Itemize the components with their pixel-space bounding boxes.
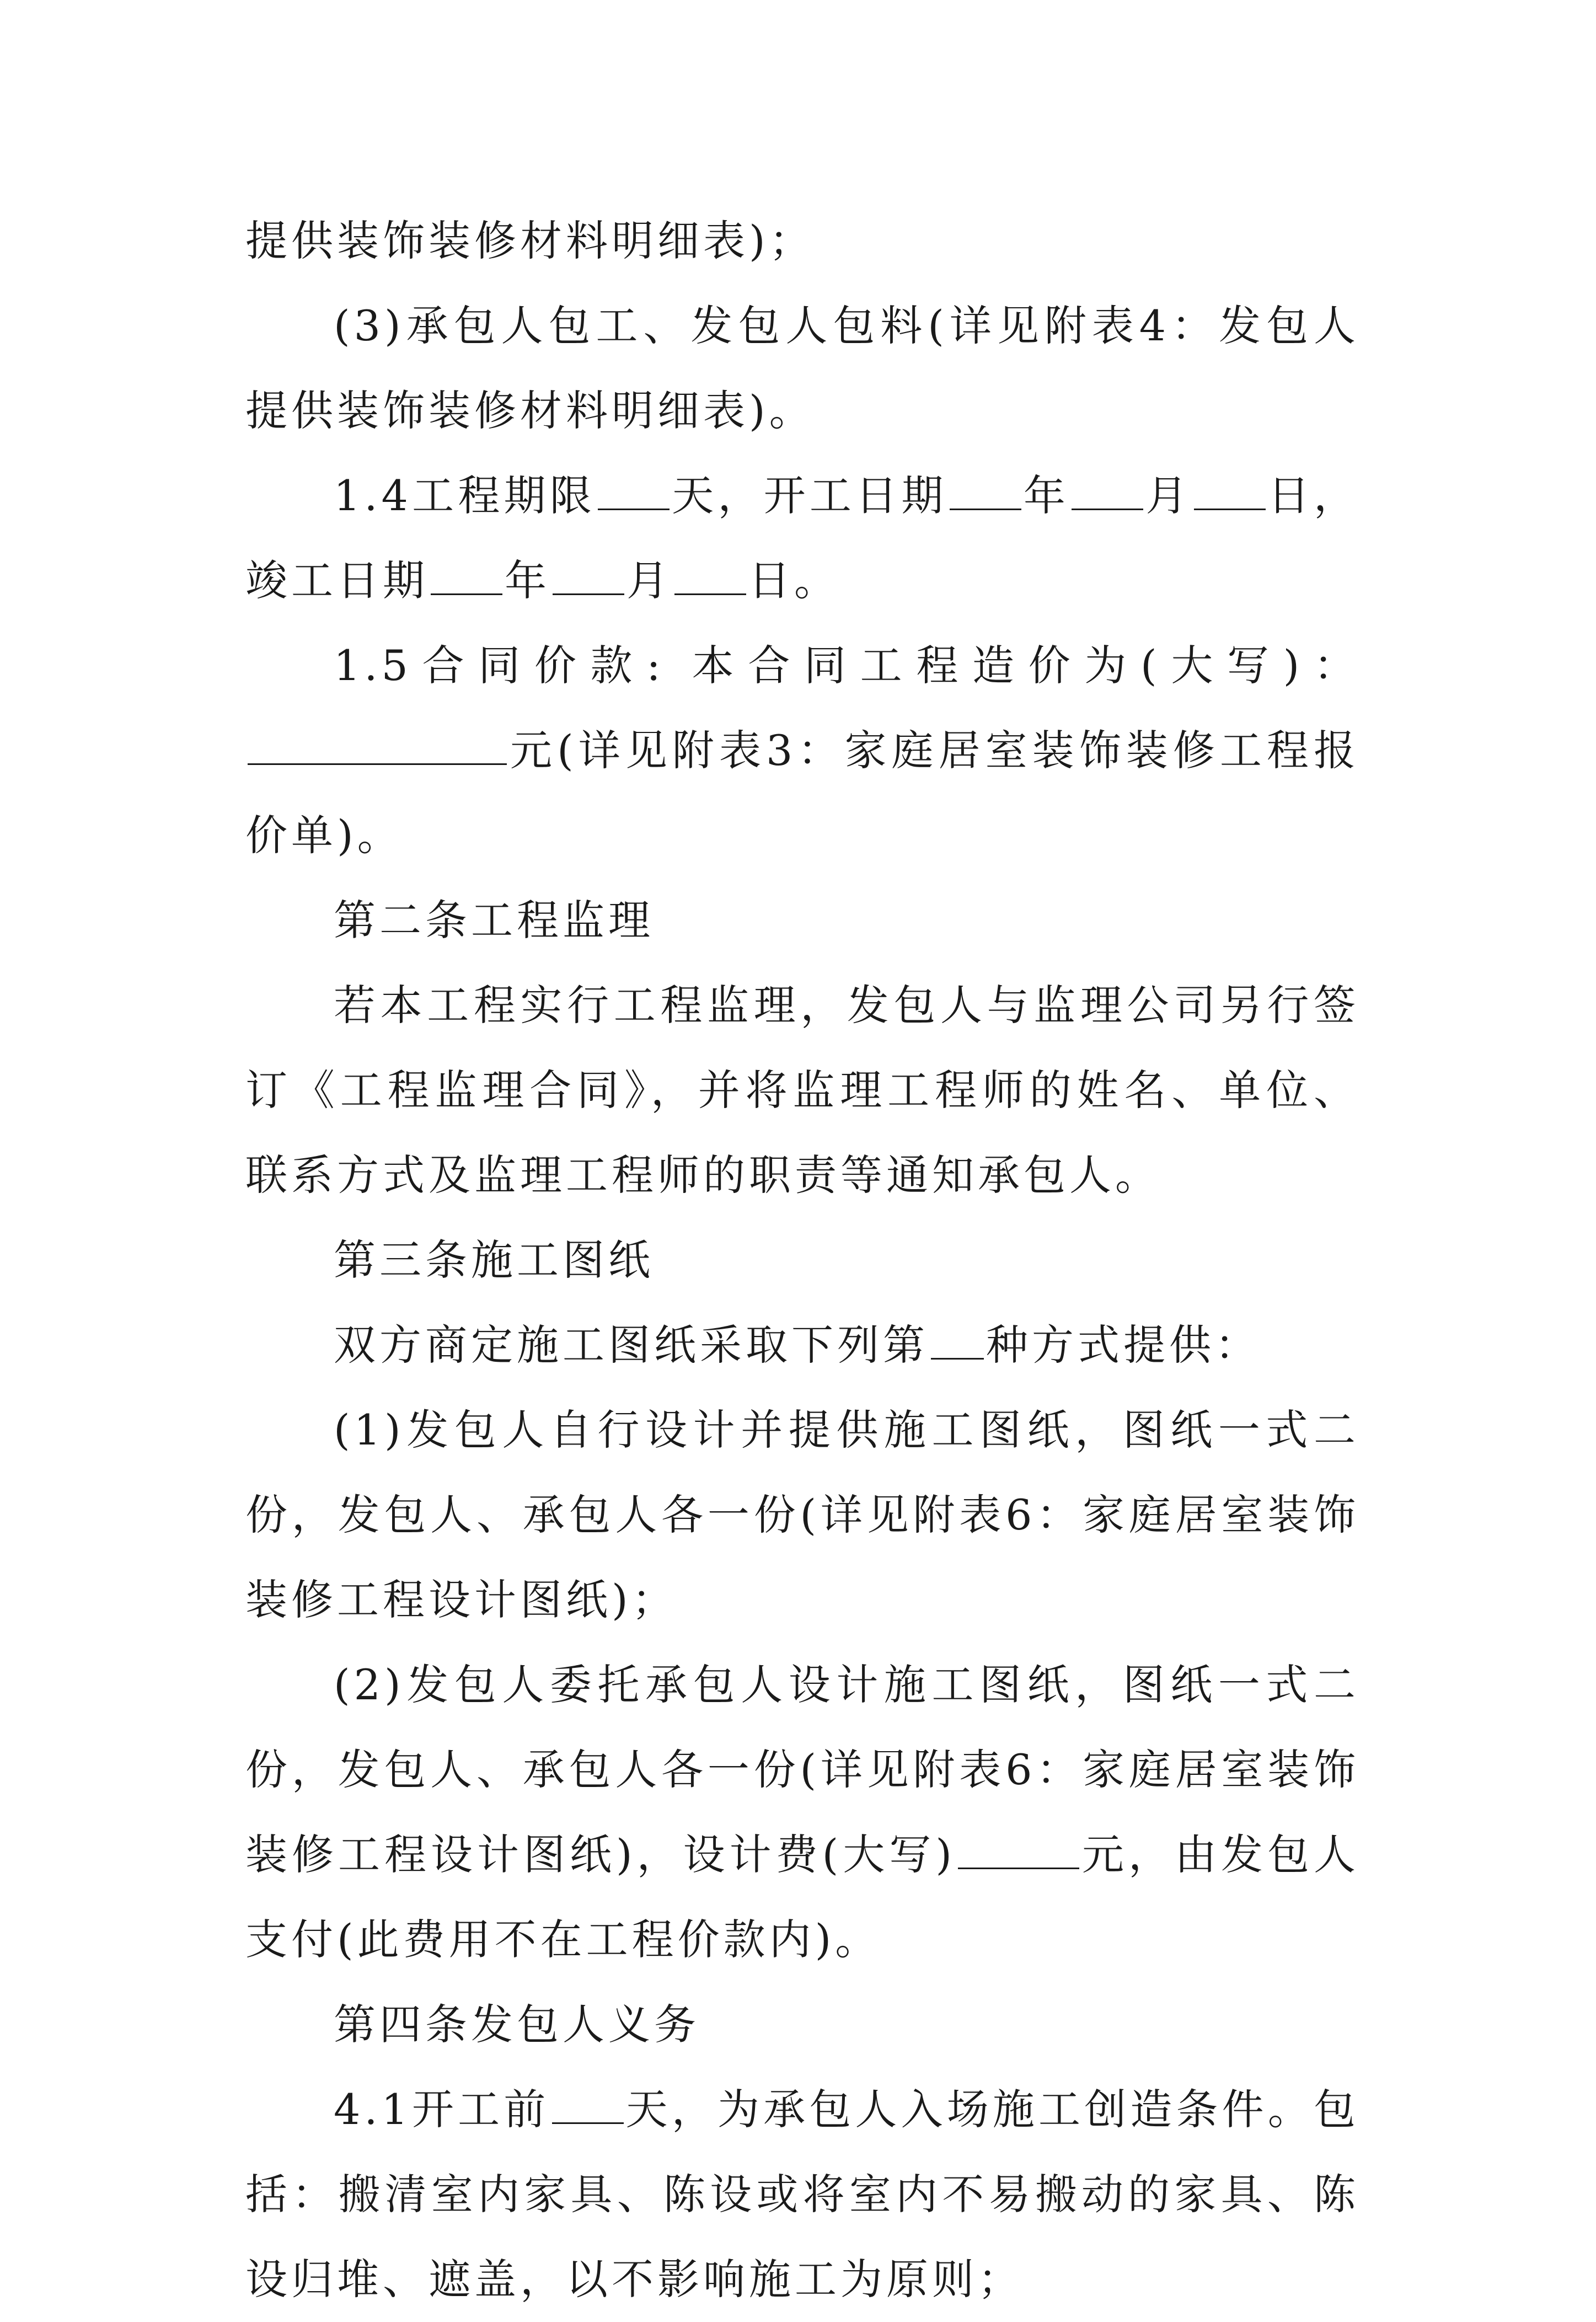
paragraph-drawing-option-1: (1)发包人自行设计并提供施工图纸，图纸一式二份，发包人、承包人各一份(详见附表6：家庭居室装饰装修工程设计图纸)； — [245, 1405, 1359, 1624]
heading-article-4: 第四条发包人义务 — [334, 2000, 700, 2049]
blank-price-amount[interactable] — [248, 721, 507, 765]
year-label: 年 — [505, 556, 550, 605]
paragraph-supervision: 若本工程实行工程监理，发包人与监理公司另行签订《工程监理合同》，并将监理工程师的姓名、单位、联系方式及监理工程师的职责等通知承包人。 — [245, 981, 1359, 1200]
month-label: 月 — [1145, 471, 1192, 520]
blank-end-day[interactable] — [674, 552, 746, 595]
drawing-method-label: 双方商定施工图纸采取下列第 — [334, 1320, 929, 1369]
day-label: 日。 — [748, 556, 840, 605]
design-fee-suffix: 元，由发包人支付(此费用不在工程价款内)。 — [245, 1830, 1360, 1964]
price-label: 1.5合同价款: 本合同工程造价为(大写)： — [334, 641, 1359, 690]
heading-article-2: 第二条工程监理 — [334, 896, 654, 945]
blank-start-month[interactable] — [1072, 467, 1143, 510]
month-label: 月 — [626, 556, 672, 605]
blank-design-fee[interactable] — [958, 1826, 1079, 1869]
paragraph-owner-obligation-4-1 — [245, 2067, 1359, 2322]
paragraph-construction-period — [245, 453, 1359, 623]
blank-start-day[interactable] — [1194, 467, 1266, 510]
blank-days[interactable] — [598, 467, 670, 510]
end-date-label: 日，竣工日期 — [245, 471, 1360, 605]
blank-drawing-option[interactable] — [931, 1316, 984, 1360]
document-body — [245, 199, 1359, 2322]
paragraph-drawing-option-2 — [245, 1642, 1359, 1982]
blank-days-before-start[interactable] — [552, 2080, 624, 2124]
obligation-text: 天，为承包人入场施工创造条件。包括：搬清室内家具、陈设或将室内不易搬动的家具、陈设归堆、遮盖，以不影响施工为原则； — [245, 2085, 1359, 2304]
start-date-label: 天，开工日期 — [672, 471, 947, 520]
paragraph-item-3: (3)承包人包工、发包人包料(详见附表4：发包人提供装饰装修材料明细表)。 — [245, 301, 1359, 435]
drawing-method-suffix: 种方式提供： — [986, 1320, 1261, 1369]
blank-end-year[interactable] — [431, 552, 502, 595]
heading-article-3: 第三条施工图纸 — [334, 1235, 654, 1285]
year-label: 年 — [1023, 471, 1070, 520]
paragraph-drawing-method — [245, 1303, 1359, 1388]
blank-start-year[interactable] — [950, 467, 1021, 510]
price-unit-label: 元(详见附表3：家庭居室装饰装修工程报价单)。 — [245, 726, 1359, 860]
blank-end-month[interactable] — [553, 552, 624, 595]
drawing-option-2-text: (2)发包人委托承包人设计施工图纸，图纸一式二份，发包人、承包人各一份(详见附表6：家庭居室装饰装修工程设计图纸)，设计费(大写) — [245, 1660, 1359, 1879]
period-label: 1.4工程期限 — [334, 471, 596, 520]
paragraph-contract-price — [245, 623, 1359, 878]
paragraph-materials-list-end: 提供装饰装修材料明细表)； — [245, 216, 815, 265]
obligation-label: 4.1开工前 — [334, 2085, 550, 2134]
